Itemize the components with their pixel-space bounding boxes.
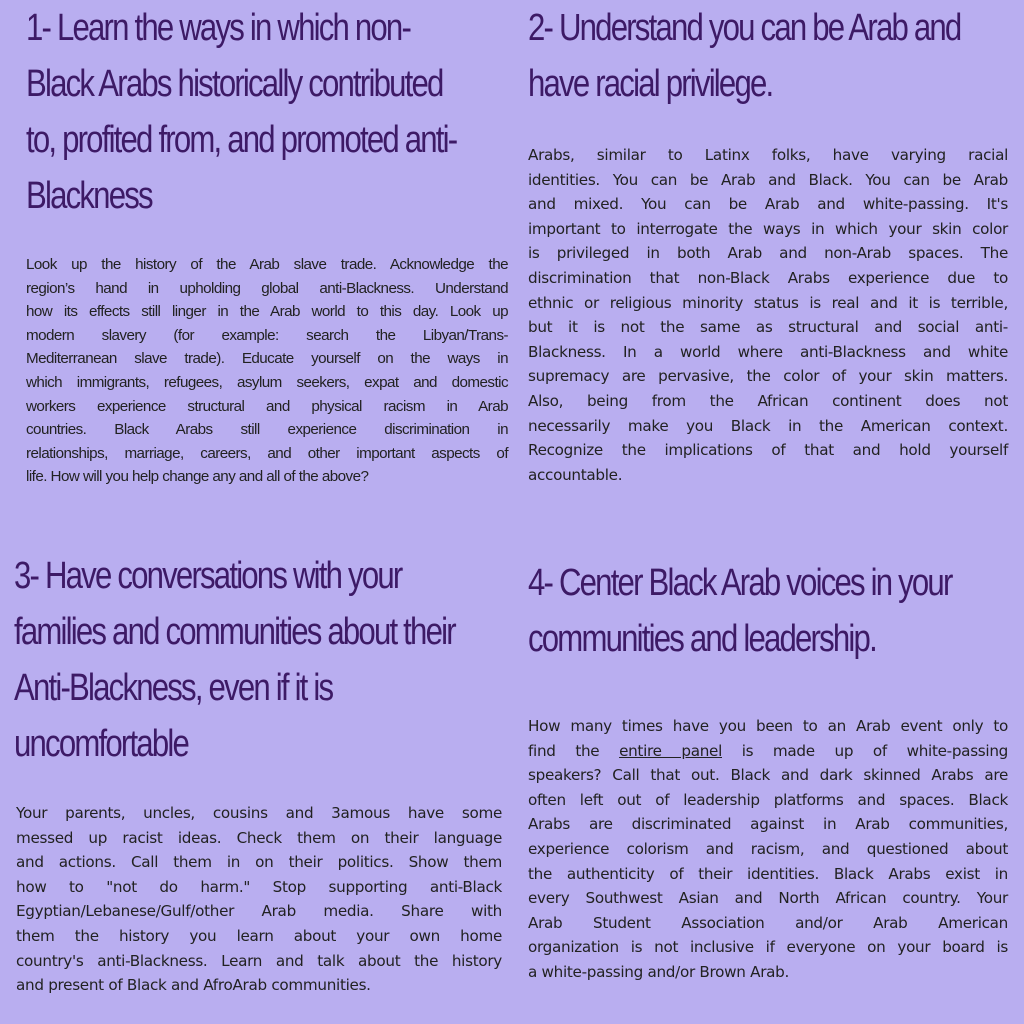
heading-line: communities and leadership. — [528, 618, 876, 660]
body-line: How many times have you been to an Arab event only to — [528, 717, 1008, 735]
body-line: Blackness. In a world where anti-Blackness and white — [528, 342, 1008, 361]
body-line: relationships, marriage, careers, and other important aspects of — [26, 444, 508, 462]
body-line: Arabs are discriminated against in Arab communities, — [528, 815, 1008, 834]
body-line: is privileged in both Arab and non-Arab spaces. The — [528, 244, 1008, 263]
body-line: and present of Black and AfroArab communities. — [16, 976, 371, 995]
body-line: Mediterranean slave trade). Educate yourself on the ways in — [26, 350, 508, 368]
body-line: which immigrants, refugees, asylum seekers, expat and domestic — [26, 373, 508, 391]
body-line: Your parents, uncles, cousins and 3amous have some — [16, 804, 502, 822]
body-line: Arab Student Association and/or Arab American — [528, 913, 1008, 932]
entire-panel-underlined-text: entire panel — [619, 741, 722, 760]
body-line: country's anti-Blackness. Learn and talk about the history — [16, 951, 502, 970]
body-line: experience colorism and racism, and questioned about — [528, 839, 1008, 858]
body-line: Look up the history of the Arab slave trade. Acknowledge the — [26, 256, 508, 273]
body-line: necessarily make you Black in the American context. — [528, 416, 1008, 435]
body-line: the authenticity of their identities. Black Arabs exist in — [528, 864, 1008, 883]
body-line: speakers? Call that out. Black and dark skinned Arabs are — [528, 766, 1008, 785]
body-line: and mixed. You can be Arab and white-passing. It's — [528, 195, 1008, 214]
body-line: life. How will you help change any and all of the above? — [26, 468, 369, 486]
heading-line: to, profited from, and promoted anti- — [26, 119, 457, 161]
section-4-body — [528, 714, 1008, 985]
heading-line: Anti-Blackness, even if it is — [14, 667, 333, 709]
section-1-body — [26, 253, 508, 489]
heading-line: 2- Understand you can be Arab and — [528, 7, 961, 49]
section-3-heading — [14, 548, 455, 772]
body-line: messed up racist ideas. Check them on their language — [16, 828, 502, 847]
body-line: identities. You can be Arab and Black. You can be Arab — [528, 170, 1008, 189]
body-line: countries. Black Arabs still experience discrimination in — [26, 421, 508, 439]
section-1-heading — [26, 0, 456, 224]
body-line: region’s hand in upholding global anti-Blackness. Understand — [26, 279, 508, 297]
body-line: modern slavery (for example: search the Libyan/Trans- — [26, 326, 508, 344]
body-line: important to interrogate the ways in which your skin color — [528, 219, 1008, 238]
body-line: Recognize the implications of that and hold yourself — [528, 441, 1008, 460]
body-line: every Southwest Asian and North African country. Your — [528, 889, 1008, 908]
section-3-body — [16, 801, 502, 998]
heading-line: 3- Have conversations with your — [14, 555, 402, 597]
body-line: workers experience structural and physical racism in Arab — [26, 397, 508, 415]
body-text-fragment: is made up of white-passing — [722, 741, 1009, 760]
body-line: accountable. — [528, 465, 623, 484]
body-line: and actions. Call them in on their politics. Show them — [16, 853, 502, 872]
body-line: a white-passing and/or Brown Arab. — [528, 962, 790, 981]
body-line: how its effects still linger in the Arab world to this day. Look up — [26, 303, 508, 321]
body-line: discrimination that non-Black Arabs experience due to — [528, 268, 1008, 287]
section-2-heading — [528, 0, 960, 112]
body-line: supremacy are pervasive, the color of your skin matters. — [528, 367, 1008, 386]
heading-line: families and communities about their — [14, 611, 455, 653]
body-line: Egyptian/Lebanese/Gulf/other Arab media. Share with — [16, 902, 502, 921]
body-line: how to "not do harm." Stop supporting anti-Black — [16, 877, 502, 896]
body-text-fragment: find the — [528, 741, 620, 760]
heading-line: Black Arabs historically contributed — [26, 63, 443, 105]
heading-line: uncomfortable — [14, 723, 189, 765]
body-line: Arabs, similar to Latinx folks, have varying racial — [528, 146, 1008, 164]
body-line: organization is not inclusive if everyone on your board is — [528, 938, 1008, 957]
body-line: but it is not the same as structural and social anti- — [528, 318, 1008, 337]
section-4-heading — [528, 555, 952, 667]
heading-line: have racial privilege. — [528, 63, 773, 105]
body-line: often left out of leadership platforms and spaces. Black — [528, 790, 1008, 809]
body-line-with-link — [528, 739, 1008, 764]
heading-line: 4- Center Black Arab voices in your — [528, 562, 952, 604]
body-line: ethnic or religious minority status is real and it is terrible, — [528, 293, 1008, 312]
body-line: them the history you learn about your own home — [16, 926, 502, 945]
heading-line: Blackness — [26, 175, 152, 217]
heading-line: 1- Learn the ways in which non- — [26, 7, 411, 49]
body-line: Also, being from the African continent does not — [528, 391, 1008, 410]
section-2-body — [528, 143, 1008, 487]
